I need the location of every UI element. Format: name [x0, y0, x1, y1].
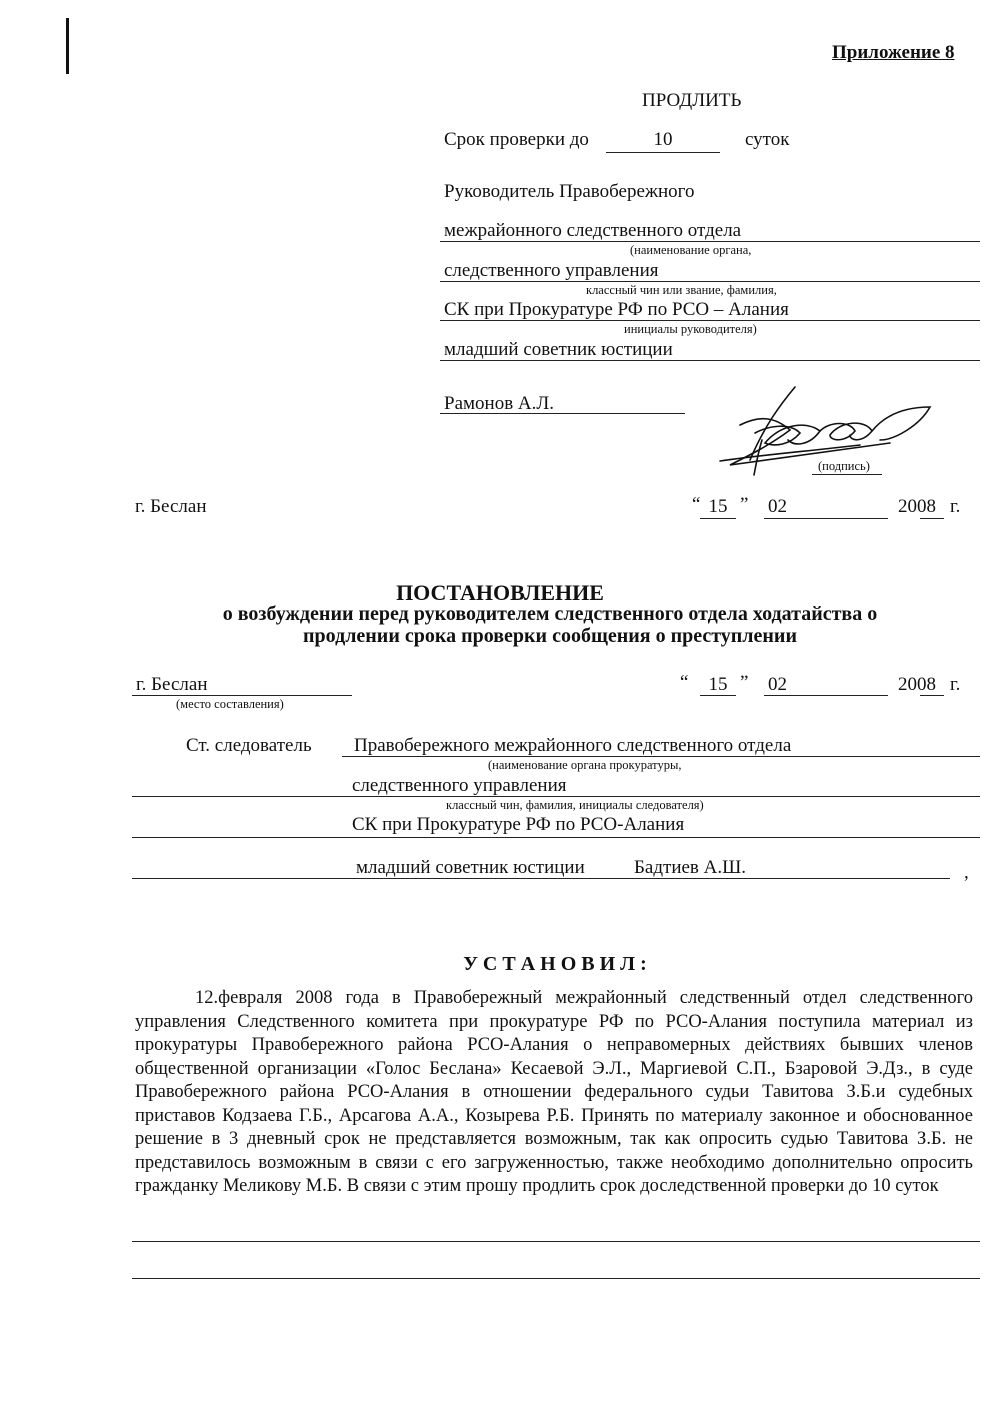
approval-date-year: 2008 [898, 496, 936, 517]
scan-mark [66, 18, 69, 74]
approver-caption3: классный чин или звание, фамилия, [586, 283, 777, 297]
investigator-caption1: (наименование органа прокуратуры, [488, 758, 682, 772]
investigator-name: Бадтиев А.Ш. [634, 857, 747, 878]
investigator-line2: следственного управления [352, 775, 567, 796]
decree-date-year: 2008 [898, 674, 936, 695]
decree-date-month: 02 [768, 674, 787, 695]
decree-title: ПОСТАНОВЛЕНИЕ [396, 580, 604, 605]
signature-image [680, 385, 950, 485]
approver-line1: Руководитель Правобережного [444, 181, 695, 202]
approval-date-open-quote: “ [692, 494, 701, 515]
investigator-rank: младший советник юстиции [356, 857, 585, 878]
established-body-end-rule [132, 1241, 980, 1242]
decree-subtitle-line1: о возбуждении перед руководителем следственного отдела ходатайства о [222, 603, 878, 625]
blank-rule [132, 1278, 980, 1279]
approver-line5-rule [440, 360, 980, 361]
approval-date-suffix: г. [950, 496, 961, 517]
approval-date-month-rule [764, 518, 888, 519]
decree-date-suffix: г. [950, 674, 961, 695]
approver-line3-rule [440, 281, 980, 282]
approval-city: г. Беслан [135, 496, 207, 517]
investigator-line1-rule [342, 756, 980, 757]
approver-name: Рамонов А.Л. [444, 393, 555, 414]
term-underline [606, 152, 720, 153]
decree-date-day: 15 [708, 674, 728, 695]
investigator-line2-rule [132, 796, 980, 797]
approver-line2: межрайонного следственного отдела [444, 220, 742, 241]
signature-caption-rule [812, 474, 882, 475]
approval-date-close-quote: ” [740, 494, 749, 515]
decree-city: г. Беслан [136, 674, 208, 695]
investigator-label: Ст. следователь [186, 735, 312, 756]
approver-line3: следственного управления [444, 260, 659, 281]
approver-line4-rule [440, 320, 980, 321]
term-suffix: суток [745, 129, 790, 150]
decree-date-open-quote: “ [680, 672, 689, 693]
decree-city-rule [132, 695, 352, 696]
approver-line4: СК при Прокуратуре РФ по РСО – Алания [444, 299, 789, 320]
decree-date-month-rule [764, 695, 888, 696]
decree-date-close-quote: ” [740, 672, 749, 693]
investigator-line3: СК при Прокуратуре РФ по РСО-Алания [352, 814, 685, 835]
approval-heading: ПРОДЛИТЬ [642, 90, 742, 111]
approver-caption4: инициалы руководителя) [624, 322, 757, 336]
term-value: 10 [653, 129, 673, 150]
signature-caption: (подпись) [818, 459, 870, 473]
approver-line5: младший советник юстиции [444, 339, 673, 360]
approval-date-day: 15 [708, 496, 728, 517]
established-body: 12.февраля 2008 года в Правобережный межрайонный следственный отдел следственного управления Следственного комитета при прокуратуре РФ по РСО-Алания поступила материал из прокуратуры Правобережного района РСО-Алания о неправомерных действиях бывших членов общественной организации «Голос Беслана» Кесаевой Э.Л., Маргиевой С.П., Бзаровой Э.Дз., в суде Правобережного района РСО-Алания в отношении федерального судьи Тавитова З.Б.и судебных приставов Кодзаева Г.Б., Арсагова А.А., Козырева Р.Б. Принять по материалу законное и обоснованное решение в 3 дневный срок не представляется возможным, так как опросить судью Тавитова З.Б. не представилось возможным в связи с его загруженностью, также необходимо дополнительно опросить гражданку Меликову М.Б. В связи с этим прошу продлить срок доследственной проверки до 10 суток [135, 988, 973, 1196]
decree-date-day-rule [700, 695, 736, 696]
decree-subtitle-line2: продлении срока проверки сообщения о преступлении [303, 625, 797, 647]
decree-city-caption: (место составления) [176, 697, 284, 711]
term-prefix: Срок проверки до [444, 129, 589, 150]
investigator-caption2: классный чин, фамилия, инициалы следователя) [446, 798, 704, 812]
investigator-comma: , [964, 862, 969, 883]
approver-caption2: (наименование органа, [630, 243, 752, 257]
approval-date-month: 02 [768, 496, 787, 517]
investigator-line1: Правобережного межрайонного следственного отдела [354, 735, 792, 756]
appendix-label: Приложение 8 [832, 42, 955, 63]
established-heading: У С Т А Н О В И Л : [463, 953, 647, 975]
approver-line2-rule [440, 241, 980, 242]
investigator-rank-rule [132, 878, 950, 879]
approval-date-day-rule [700, 518, 736, 519]
investigator-line3-rule [132, 837, 980, 838]
decree-date-year-rule [920, 695, 944, 696]
approval-date-year-rule [920, 518, 944, 519]
approver-name-rule [440, 413, 685, 414]
